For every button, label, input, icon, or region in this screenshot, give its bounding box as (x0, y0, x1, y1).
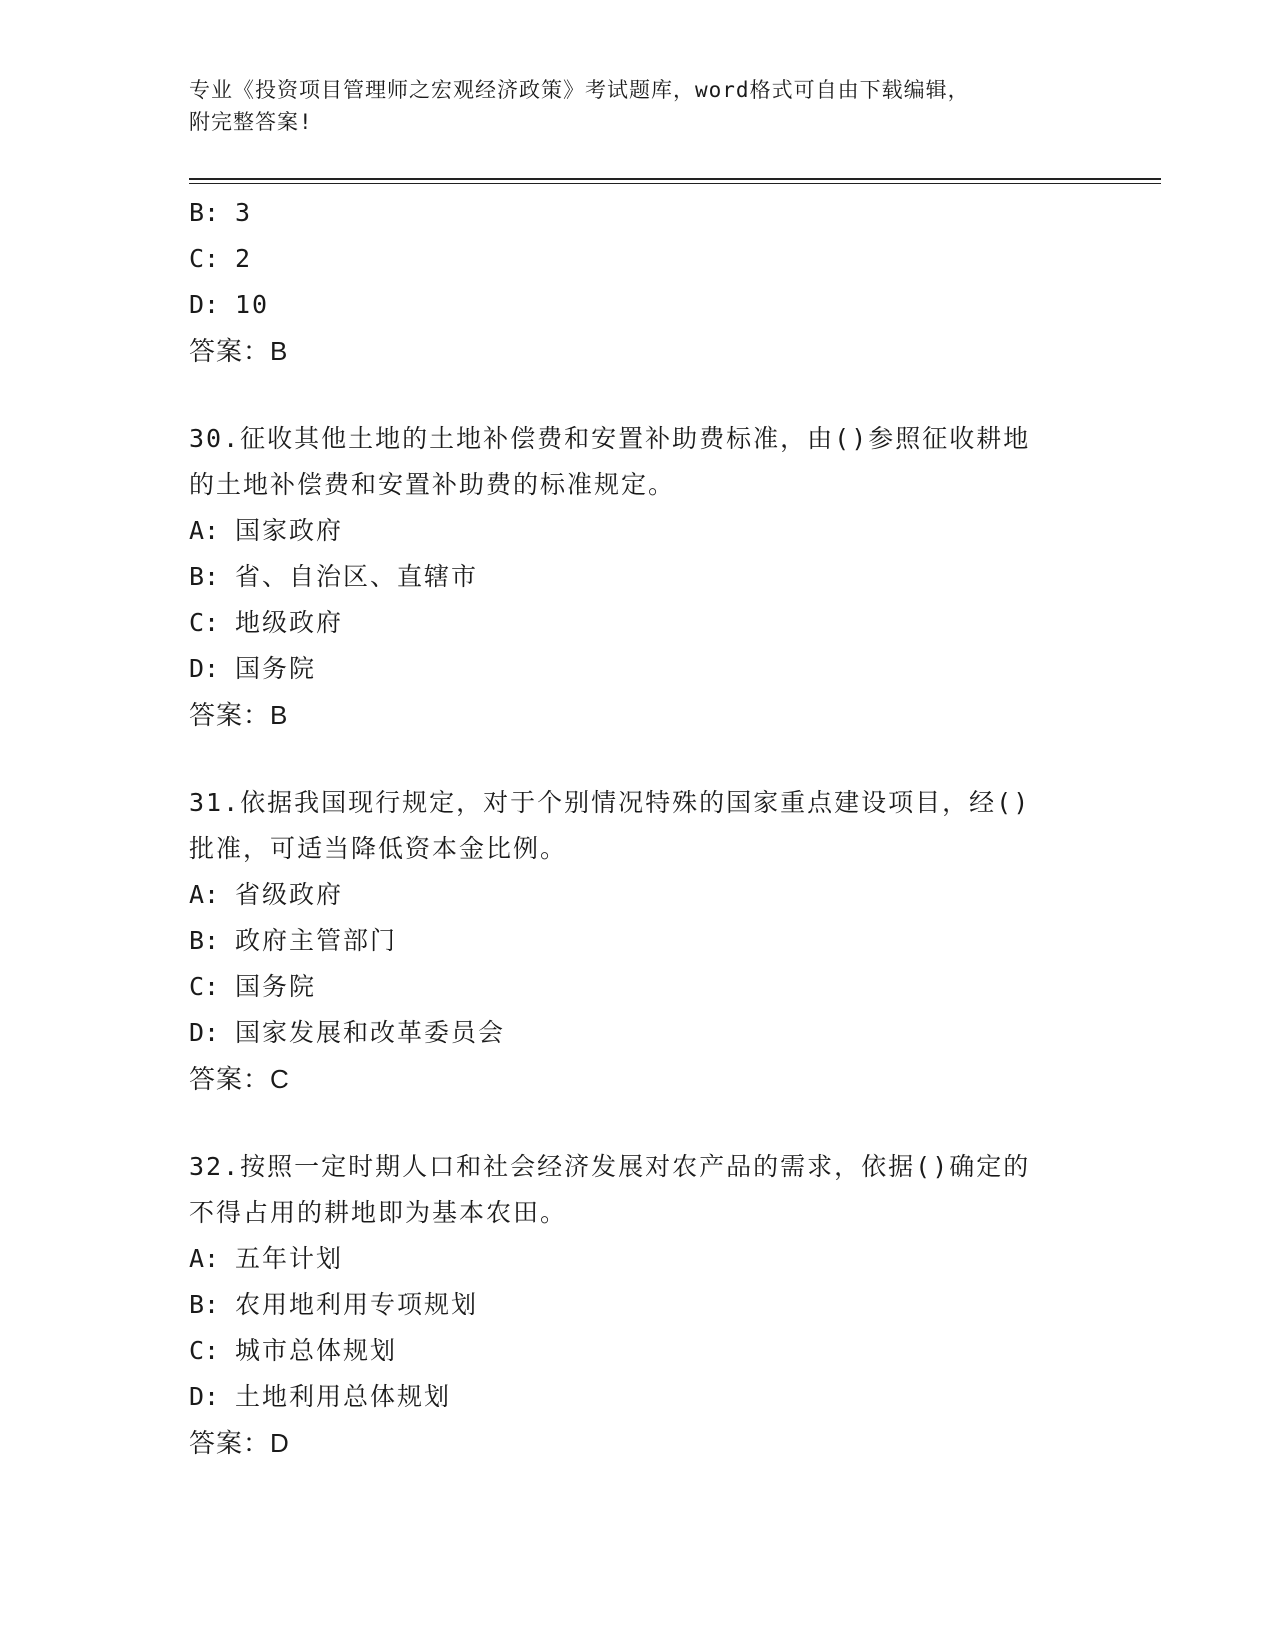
option-a (189, 508, 1089, 554)
option-label: A: (189, 1244, 220, 1273)
option-text: 农用地利用专项规划 (235, 1290, 479, 1319)
question-29-continued (189, 190, 1089, 374)
option-text: 国家发展和改革委员会 (235, 1018, 506, 1047)
option-text: 政府主管部门 (235, 926, 398, 955)
option-text: 2 (235, 244, 253, 273)
header-divider (189, 178, 1161, 180)
option-label: C: (189, 1336, 220, 1365)
option-label: A: (189, 880, 220, 909)
option-label: D: (189, 290, 220, 319)
option-text: 国务院 (235, 972, 317, 1001)
option-text: 土地利用总体规划 (235, 1382, 452, 1411)
header-line-1: 专业《投资项目管理师之宏观经济政策》考试题库，word格式可自由下载编辑， (189, 78, 970, 102)
question-30 (189, 416, 1089, 738)
option-text: 省、自治区、直辖市 (235, 562, 479, 591)
option-text: 省级政府 (235, 880, 344, 909)
option-d (189, 1010, 1089, 1056)
option-label: C: (189, 244, 220, 273)
option-text: 五年计划 (235, 1244, 344, 1273)
header-line-2: 附完整答案! (189, 110, 313, 134)
option-label: B: (189, 198, 220, 227)
option-b (189, 554, 1089, 600)
question-text-line: 30.征收其他土地的土地补偿费和安置补助费标准，由()参照征收耕地 (189, 424, 1031, 453)
header-divider-thin (189, 183, 1161, 184)
option-label: C: (189, 972, 220, 1001)
question-31 (189, 780, 1089, 1102)
option-text: 10 (235, 290, 270, 319)
option-label: C: (189, 608, 220, 637)
question-text-line: 批准，可适当降低资本金比例。 (189, 834, 568, 863)
option-label: D: (189, 1018, 220, 1047)
option-label: B: (189, 926, 220, 955)
option-d (189, 646, 1089, 692)
option-b (189, 918, 1089, 964)
option-text: 城市总体规划 (235, 1336, 398, 1365)
question-text-line: 31.依据我国现行规定，对于个别情况特殊的国家重点建设项目，经() (189, 788, 1031, 817)
option-d (189, 282, 1089, 328)
answer-line: 答案：B (189, 336, 289, 366)
option-d (189, 1374, 1089, 1420)
question-text-line: 32.按照一定时期人口和社会经济发展对农产品的需求，依据()确定的 (189, 1152, 1031, 1181)
option-c (189, 964, 1089, 1010)
option-text: 国家政府 (235, 516, 344, 545)
answer-line: 答案：D (189, 1428, 290, 1458)
question-text-line: 不得占用的耕地即为基本农田。 (189, 1198, 568, 1227)
option-c (189, 600, 1089, 646)
option-label: B: (189, 562, 220, 591)
option-c (189, 1328, 1089, 1374)
option-c (189, 236, 1089, 282)
option-a (189, 872, 1089, 918)
question-text-line: 的土地补偿费和安置补助费的标准规定。 (189, 470, 676, 499)
option-text: 国务院 (235, 654, 317, 683)
question-list (189, 190, 1089, 1466)
option-text: 地级政府 (235, 608, 344, 637)
answer-line: 答案：C (189, 1064, 290, 1094)
option-label: B: (189, 1290, 220, 1319)
option-b (189, 190, 1089, 236)
document-header (189, 74, 1089, 138)
option-label: D: (189, 654, 220, 683)
option-text: 3 (235, 198, 253, 227)
option-label: D: (189, 1382, 220, 1411)
option-a (189, 1236, 1089, 1282)
option-b (189, 1282, 1089, 1328)
answer-line: 答案：B (189, 700, 289, 730)
option-label: A: (189, 516, 220, 545)
question-32 (189, 1144, 1089, 1466)
